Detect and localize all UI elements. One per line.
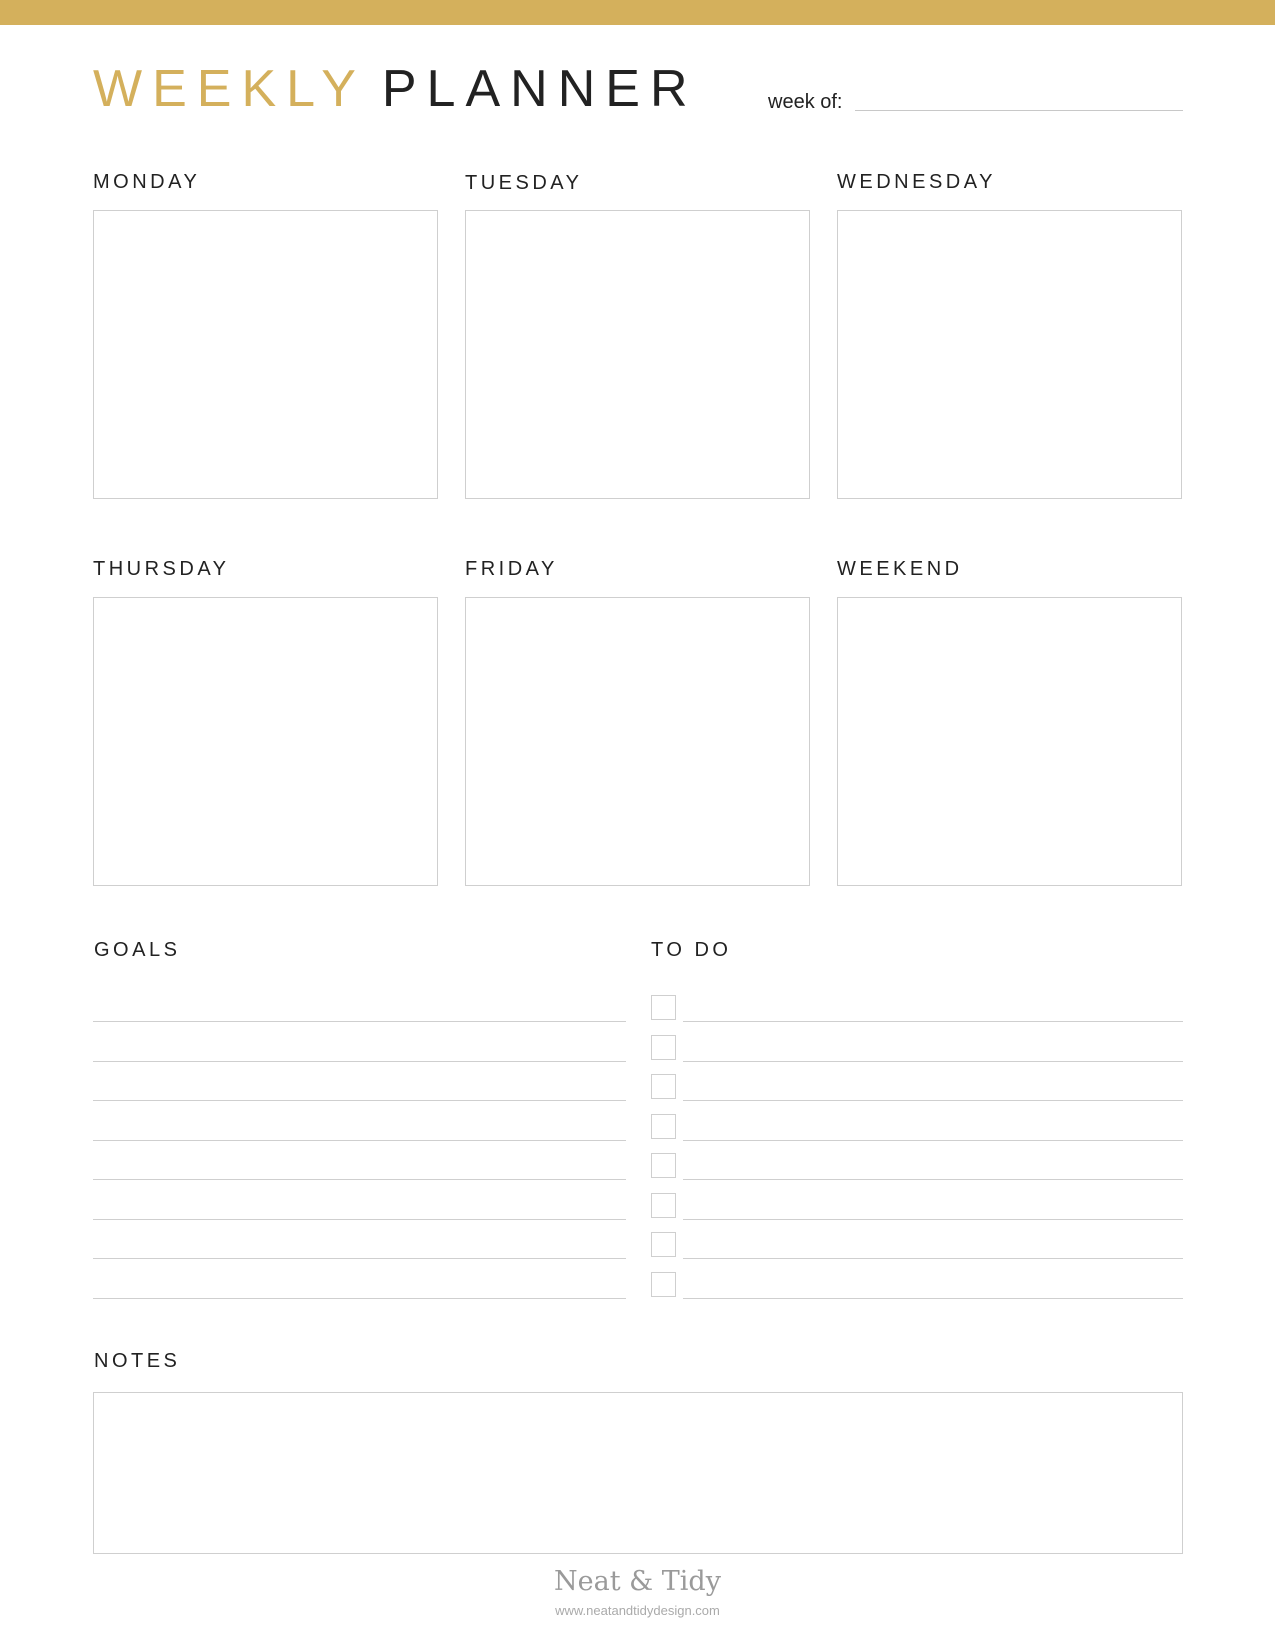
goal-line[interactable] xyxy=(93,1179,626,1180)
goal-line[interactable] xyxy=(93,1140,626,1141)
day-box-monday[interactable] xyxy=(93,210,438,499)
todo-checkbox[interactable] xyxy=(651,1193,676,1218)
page-title xyxy=(93,60,698,118)
todo-checkbox[interactable] xyxy=(651,1272,676,1297)
todo-checkbox[interactable] xyxy=(651,1153,676,1178)
todo-checkbox[interactable] xyxy=(651,1074,676,1099)
goal-line[interactable] xyxy=(93,1219,626,1220)
week-of-field[interactable] xyxy=(855,110,1183,111)
top-accent-bar xyxy=(0,0,1275,25)
todo-line[interactable] xyxy=(683,1219,1183,1220)
todo-checkbox[interactable] xyxy=(651,995,676,1020)
todo-line[interactable] xyxy=(683,1021,1183,1022)
todo-line[interactable] xyxy=(683,1140,1183,1141)
day-box-weekend[interactable] xyxy=(837,597,1182,886)
notes-box[interactable] xyxy=(93,1392,1183,1554)
goal-line[interactable] xyxy=(93,1021,626,1022)
title-word-planner: PLANNER xyxy=(381,60,698,118)
goal-line[interactable] xyxy=(93,1298,626,1299)
notes-label: NOTES xyxy=(94,1350,181,1372)
week-of-label: week of: xyxy=(768,91,843,113)
todo-checkbox[interactable] xyxy=(651,1114,676,1139)
title-word-weekly: WEEKLY xyxy=(93,60,366,118)
day-label-tuesday: TUESDAY xyxy=(465,172,583,194)
todo-label: TO DO xyxy=(651,939,732,961)
day-label-wednesday: WEDNESDAY xyxy=(837,171,996,193)
todo-line[interactable] xyxy=(683,1298,1183,1299)
goal-line[interactable] xyxy=(93,1061,626,1062)
todo-line[interactable] xyxy=(683,1061,1183,1062)
day-box-tuesday[interactable] xyxy=(465,210,810,499)
todo-line[interactable] xyxy=(683,1179,1183,1180)
brand-url: www.neatandtidydesign.com xyxy=(555,1603,720,1618)
day-label-monday: MONDAY xyxy=(93,171,201,193)
todo-checkbox[interactable] xyxy=(651,1232,676,1257)
day-label-weekend: WEEKEND xyxy=(837,558,963,580)
goal-line[interactable] xyxy=(93,1100,626,1101)
day-label-friday: FRIDAY xyxy=(465,558,558,580)
brand-logo-text: Neat & Tidy xyxy=(554,1566,721,1597)
day-box-thursday[interactable] xyxy=(93,597,438,886)
todo-line[interactable] xyxy=(683,1100,1183,1101)
todo-line[interactable] xyxy=(683,1258,1183,1259)
goal-line[interactable] xyxy=(93,1258,626,1259)
day-box-friday[interactable] xyxy=(465,597,810,886)
day-box-wednesday[interactable] xyxy=(837,210,1182,499)
goals-label: GOALS xyxy=(94,939,181,961)
day-label-thursday: THURSDAY xyxy=(93,558,230,580)
todo-checkbox[interactable] xyxy=(651,1035,676,1060)
